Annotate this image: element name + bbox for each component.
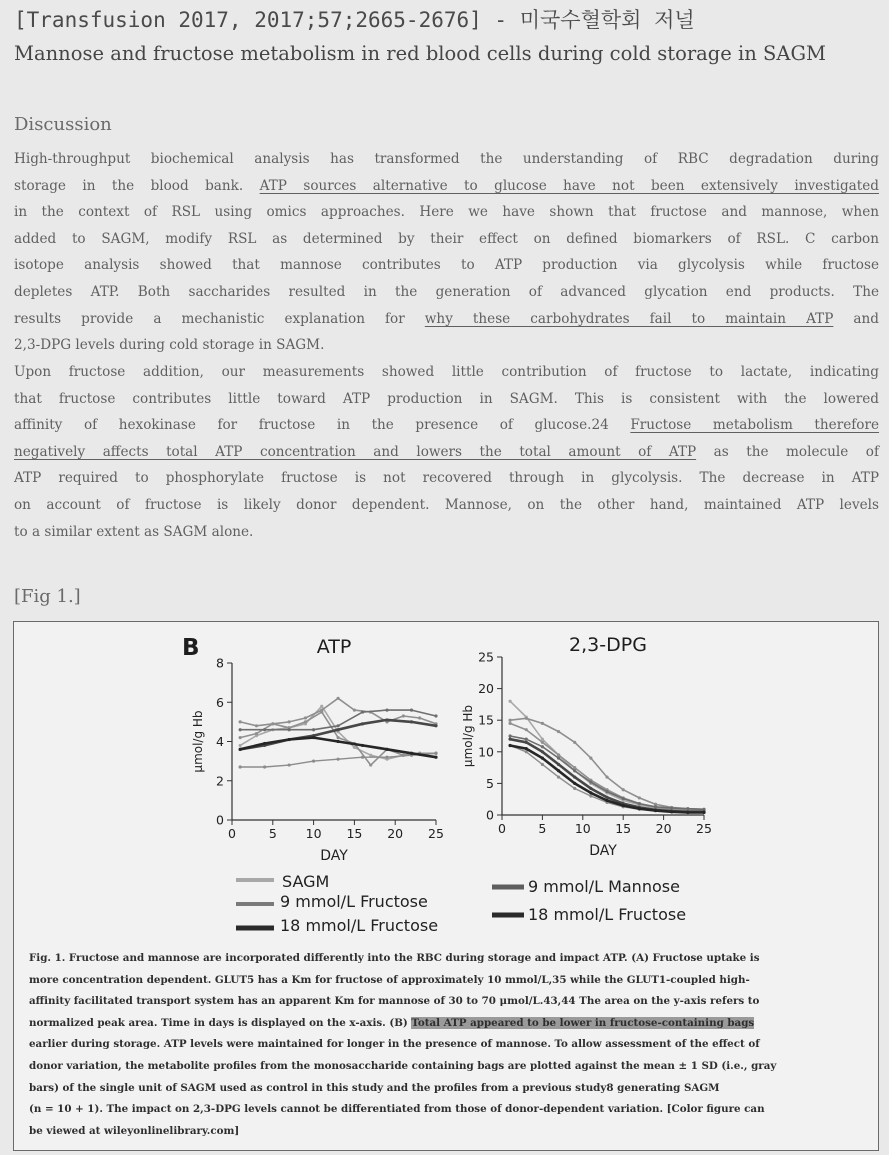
data-point [573, 741, 576, 744]
data-point [320, 705, 323, 708]
paper-title: Mannose and fructose metabolism in red blood cells during cold storage in SAGM [14, 42, 826, 65]
caption-line [29, 1013, 865, 1035]
text-line [14, 519, 879, 546]
text-run: results provide a mechanistic explanation for [14, 310, 425, 327]
text-run: Fig. 1. Fructose and mannose are incorporated differently into the RBC during storage and impact ATP. (A) Fructose uptake is [29, 952, 760, 964]
text-run: (n = 10 + 1). The impact on 2,3-DPG levels cannot be differentiated from those of donor-dependent variation. [Color figure can [29, 1103, 765, 1116]
data-point [402, 714, 405, 717]
data-point [239, 736, 242, 739]
x-axis-label: DAY [589, 843, 617, 859]
caption-line [29, 1034, 865, 1056]
data-point [369, 754, 372, 757]
text-run: more concentration dependent. GLUT5 has a Km for fructose of approximately 10 mmol/L,35 while the GLUT1-coupled high- [29, 973, 750, 986]
data-point [605, 790, 608, 793]
discussion-paragraph-2 [14, 359, 879, 545]
data-point [605, 775, 608, 778]
data-point [541, 745, 544, 748]
y-axis-label: μmol/g Hb [461, 704, 475, 768]
data-point [670, 810, 673, 813]
data-point [622, 788, 625, 791]
text-line [14, 306, 879, 333]
x-tick-label: 0 [228, 826, 236, 841]
data-point [361, 744, 364, 747]
caption-line [29, 1056, 865, 1078]
text-run: added to SAGM, modify RSL as determined by their effect on defined biomarkers of RSL. C carbon [14, 230, 879, 247]
data-point [336, 728, 339, 731]
data-point [336, 740, 339, 743]
text-line [14, 492, 879, 519]
data-point [702, 811, 705, 814]
text-run: High-throughput biochemical analysis has transformed the understanding of RBC degradation during [14, 151, 879, 167]
data-point [541, 763, 544, 766]
data-point [508, 700, 511, 703]
data-point [410, 709, 413, 712]
underlined-text: negatively affects total ATP concentration and lowers the total amount of ATP [14, 443, 697, 460]
x-tick-label: 5 [538, 821, 547, 836]
text-run: donor variation, the metabolite profiles from the monosaccharide containing bags are plotted against the mean ± 1 SD (i.e., gray [29, 1059, 777, 1072]
discussion-heading: Discussion [14, 114, 112, 135]
text-line [14, 146, 879, 173]
data-point [434, 724, 437, 727]
text-run: depletes ATP. Both saccharides resulted in the generation of advanced glycation end products. The [14, 283, 879, 300]
data-point [638, 802, 641, 805]
data-point [557, 757, 560, 760]
legend-label-fructose-9: 9 mmol/L Fructose [280, 892, 428, 911]
text-line [14, 465, 879, 492]
data-point [434, 714, 437, 717]
data-point [525, 741, 528, 744]
data-point [336, 736, 339, 739]
y-axis-label: μmol/g Hb [191, 710, 205, 773]
data-point [589, 787, 592, 790]
data-point [263, 728, 266, 731]
figure-caption [29, 948, 865, 1142]
data-point [239, 720, 242, 723]
text-run: affinity facilitated transport system has an apparent Km for mannose of 30 to 70 μmol/L.43,44 The area on the y-axis refers to [29, 995, 760, 1008]
data-point [353, 709, 356, 712]
data-point [361, 756, 364, 759]
data-point [336, 724, 339, 727]
data-point [312, 760, 315, 763]
text-line [14, 279, 879, 306]
y-tick-label: 15 [478, 712, 494, 728]
data-point [263, 765, 266, 768]
x-tick-label: 20 [387, 826, 404, 841]
data-point [605, 799, 608, 802]
data-point [508, 734, 511, 737]
data-point [525, 717, 528, 720]
legend-label-mannose-9: 9 mmol/L Mannose [528, 877, 680, 896]
text-line [14, 439, 879, 466]
data-point [361, 710, 364, 713]
caption-line [29, 948, 865, 970]
data-point [557, 763, 560, 766]
underlined-text: Fructose metabolism therefore [630, 417, 879, 434]
text-line [14, 199, 879, 226]
caption-line [29, 991, 865, 1013]
data-point [288, 728, 291, 731]
x-tick-label: 10 [574, 821, 591, 836]
caption-line [29, 1099, 865, 1121]
text-run: as the molecule of [696, 443, 879, 460]
data-point [573, 782, 576, 785]
data-point [589, 794, 592, 797]
data-point [385, 718, 388, 721]
data-point [271, 722, 274, 725]
data-point [557, 730, 560, 733]
data-point [288, 763, 291, 766]
text-run: 2,3-DPG levels during cold storage in SAGM. [14, 337, 325, 354]
data-point [557, 769, 560, 772]
data-point [336, 697, 339, 700]
data-point [589, 791, 592, 794]
data-point [288, 738, 291, 741]
data-point [369, 763, 372, 766]
text-run: storage in the blood bank. [14, 177, 260, 194]
data-point [385, 709, 388, 712]
data-point [573, 766, 576, 769]
text-run: on account of fructose is likely donor dependent. Mannose, on the other hand, maintained ATP levels [14, 496, 879, 513]
text-run: to a similar extent as SAGM alone. [14, 523, 254, 540]
data-point [622, 797, 625, 800]
y-tick-label: 25 [478, 649, 494, 665]
series-line [510, 718, 704, 809]
text-run: be viewed at wileyonlinelibrary.com] [29, 1124, 240, 1137]
data-point [541, 750, 544, 753]
text-run: normalized peak area. Time in days is displayed on the x-axis. (B) [29, 1016, 412, 1029]
discussion-paragraph-1 [14, 146, 879, 359]
underlined-text: ATP sources alternative to glucose have not been extensively investigated [259, 177, 879, 194]
x-tick-label: 0 [498, 821, 506, 836]
data-point [573, 787, 576, 790]
data-point [508, 738, 511, 741]
figure-label: [Fig 1.] [14, 586, 81, 607]
highlighted-text: Total ATP appeared to be lower in fructose-containing bags [411, 1016, 755, 1029]
figure-chart [14, 622, 880, 952]
data-point [255, 724, 258, 727]
journal-citation: [Transfusion 2017, 2017;57;2665-2676] - 미국수혈학회 저널 [14, 8, 695, 32]
data-point [361, 722, 364, 725]
data-point [255, 732, 258, 735]
data-point [541, 741, 544, 744]
data-point [263, 742, 266, 745]
x-axis-label: DAY [320, 848, 348, 864]
y-tick-label: 4 [216, 734, 224, 749]
y-tick-label: 20 [478, 681, 494, 697]
text-run: ATP required to phosphorylate fructose is not recovered through in glycolysis. The decrease in ATP [14, 470, 879, 487]
data-point [605, 796, 608, 799]
data-point [320, 710, 323, 713]
data-point [525, 747, 528, 750]
legend-label-fructose-18: 18 mmol/L Fructose [280, 916, 439, 935]
data-point [541, 722, 544, 725]
y-tick-label: 0 [216, 812, 224, 828]
data-point [573, 769, 576, 772]
y-tick-label: 5 [486, 775, 494, 791]
y-tick-label: 6 [216, 694, 224, 710]
data-point [434, 752, 437, 755]
data-point [557, 753, 560, 756]
caption-line [29, 1078, 865, 1100]
data-point [239, 748, 242, 751]
data-point [686, 807, 689, 810]
text-run: isotope analysis showed that mannose contributes to ATP production via glycolysis while fructose [14, 257, 879, 274]
data-point [385, 756, 388, 759]
data-point [312, 728, 315, 731]
data-point [525, 728, 528, 731]
text-run: bars) of the single unit of SAGM used as control in this study and the profiles from a previous study8 generating SAGM [29, 1081, 720, 1094]
data-point [508, 744, 511, 747]
text-run: affinity of hexokinase for fructose in the presence of glucose.24 [14, 417, 631, 434]
text-line [14, 359, 879, 386]
text-line [14, 412, 879, 439]
data-point [638, 796, 641, 799]
legend [236, 872, 686, 935]
text-run: and [833, 310, 879, 327]
data-point [304, 716, 307, 719]
x-tick-label: 15 [615, 821, 632, 836]
y-tick-label: 10 [478, 744, 494, 760]
data-point [622, 804, 625, 807]
dpg-chart [461, 634, 712, 859]
data-point [410, 752, 413, 755]
x-tick-label: 15 [346, 826, 363, 841]
text-line [14, 173, 879, 200]
text-line [14, 226, 879, 253]
legend-label-sagm: SAGM [282, 872, 330, 891]
data-point [686, 811, 689, 814]
text-line [14, 386, 879, 413]
data-point [410, 720, 413, 723]
text-run: in the context of RSL using omics approaches. Here we have shown that fructose and mannose, when [14, 204, 879, 221]
caption-line [29, 970, 865, 992]
data-point [589, 781, 592, 784]
x-tick-label: 5 [268, 826, 277, 841]
text-run: Upon fructose addition, our measurements showed little contribution of fructose to lactate, indicating [14, 364, 879, 380]
underlined-text: why these carbohydrates fail to maintain ATP [424, 310, 834, 327]
caption-line [29, 1121, 865, 1143]
chart-title: 2,3-DPG [569, 634, 647, 656]
x-tick-label: 20 [655, 821, 672, 836]
data-point [239, 765, 242, 768]
data-point [557, 775, 560, 778]
data-point [573, 775, 576, 778]
data-point [508, 722, 511, 725]
panel-letter: B [182, 635, 200, 661]
data-point [508, 719, 511, 722]
data-point [239, 744, 242, 747]
data-point [418, 716, 421, 719]
legend-label-mannose-18: 18 mmol/L Fructose [528, 905, 687, 924]
data-point [288, 720, 291, 723]
text-line [14, 252, 879, 279]
data-point [654, 805, 657, 808]
y-tick-label: 0 [486, 807, 494, 823]
data-point [525, 738, 528, 741]
x-tick-label: 25 [428, 826, 444, 841]
x-tick-label: 10 [305, 826, 322, 841]
data-point [304, 720, 307, 723]
data-point [654, 809, 657, 812]
data-point [541, 757, 544, 760]
data-point [336, 758, 339, 761]
text-line [14, 332, 879, 359]
text-run: that fructose contributes little toward ATP production in SAGM. This is consistent with the lowered [14, 390, 879, 407]
data-point [541, 738, 544, 741]
y-tick-label: 2 [216, 773, 224, 789]
data-point [239, 728, 242, 731]
data-point [385, 748, 388, 751]
y-tick-label: 8 [216, 655, 224, 671]
data-point [312, 736, 315, 739]
chart-title: ATP [316, 636, 352, 658]
atp-chart [191, 636, 444, 864]
data-point [670, 806, 673, 809]
x-tick-label: 25 [696, 821, 712, 836]
data-point [638, 807, 641, 810]
text-run: earlier during storage. ATP levels were maintained for longer in the presence of mannose. To allow assessment of the effect of [29, 1038, 760, 1051]
data-point [434, 756, 437, 759]
data-point [589, 757, 592, 760]
